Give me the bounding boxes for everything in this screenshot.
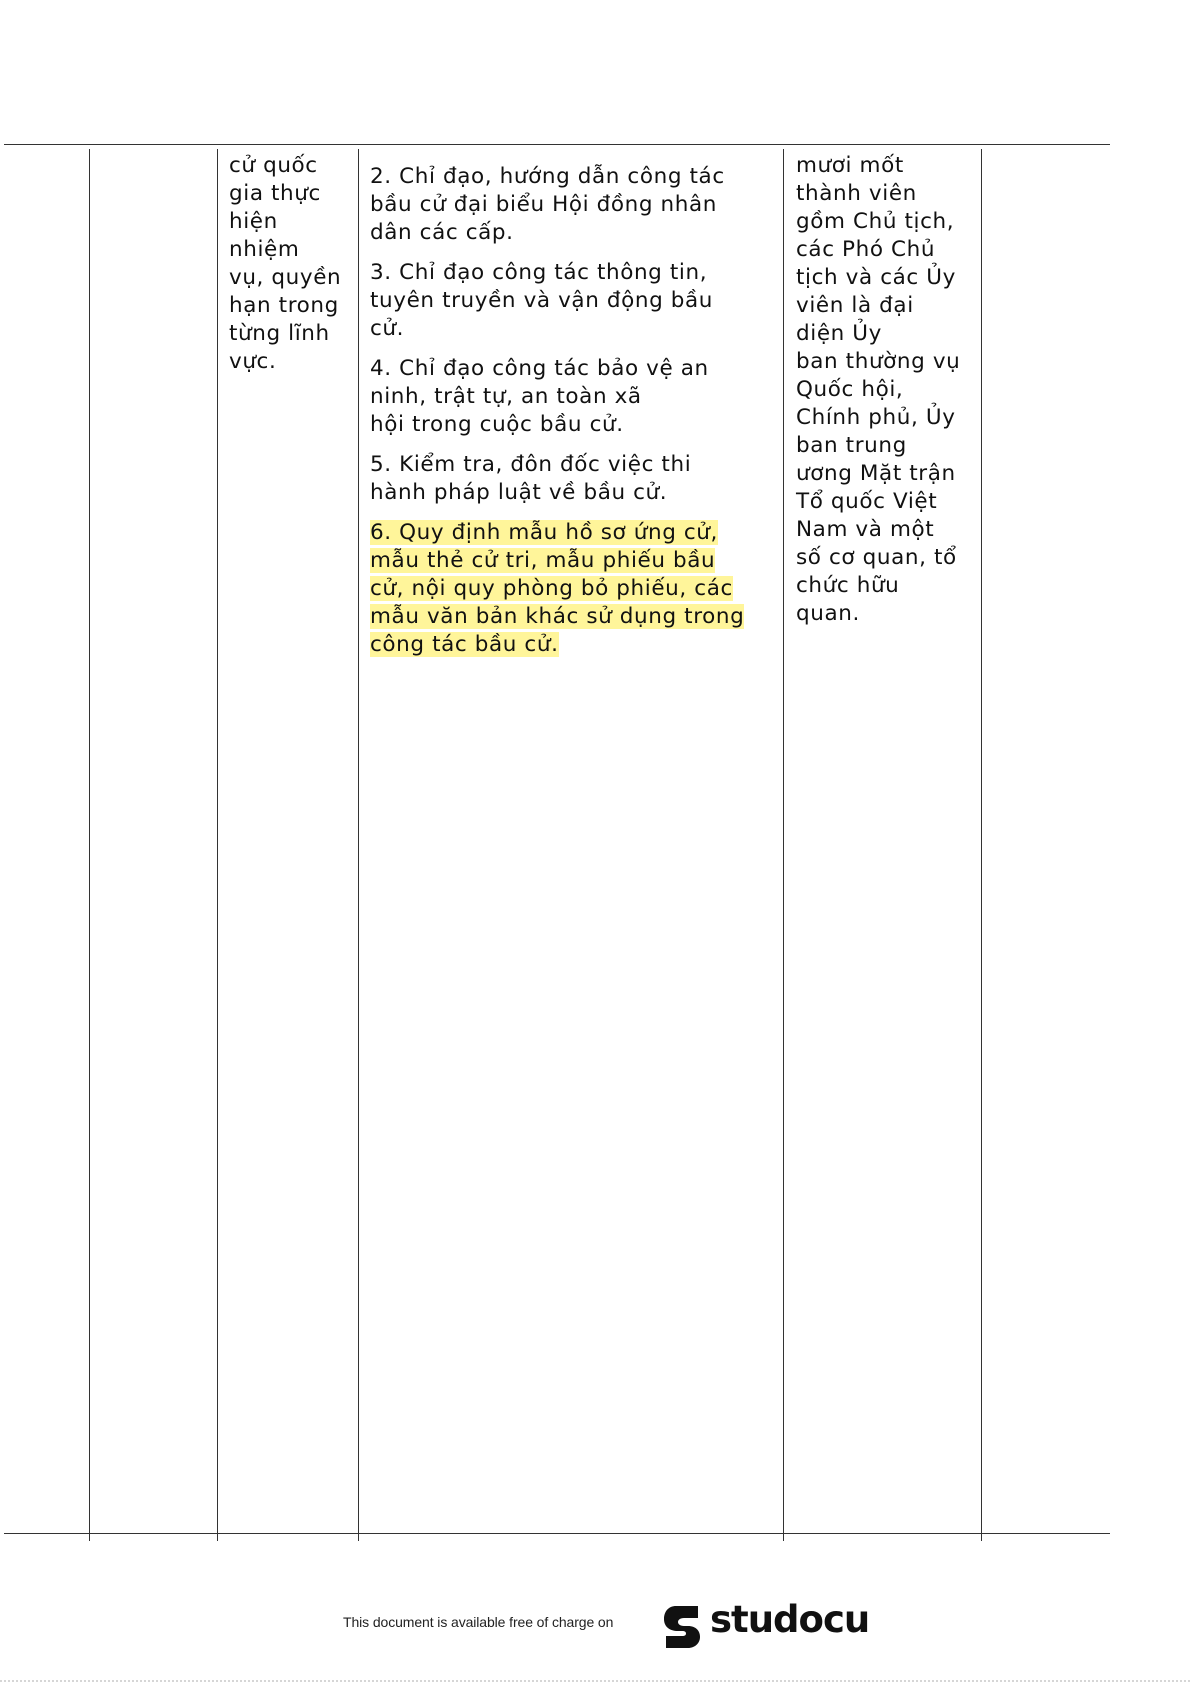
col4-line: ninh, trật tự, an toàn xã (370, 384, 642, 409)
table-cell-col4 (370, 163, 782, 671)
highlight-span: 6. Quy định mẫu hồ sơ ứng cử, (370, 520, 718, 545)
col5-line: tịch và các Ủy (796, 265, 956, 290)
col4-line: bầu cử đại biểu Hội đồng nhân (370, 192, 717, 217)
studocu-logo-text[interactable]: studocu (710, 1598, 870, 1641)
list-item-2 (370, 163, 782, 247)
col4-line: 3. Chỉ đạo công tác thông tin, (370, 260, 708, 285)
list-item-4 (370, 355, 782, 439)
column-divider-2 (217, 149, 218, 1541)
col5-line: Nam và một (796, 517, 935, 542)
col4-line: hành pháp luật về bầu cử. (370, 480, 668, 505)
col3-line: vực. (229, 349, 277, 374)
col5-line: gồm Chủ tịch, (796, 209, 955, 234)
highlight-span: công tác bầu cử. (370, 632, 559, 657)
col3-line: hiện (229, 209, 278, 234)
col3-line: vụ, quyền (229, 265, 342, 290)
col3-line: cử quốc (229, 153, 318, 178)
col4-line (370, 631, 782, 659)
col3-line: từng lĩnh (229, 321, 330, 346)
col5-line: thành viên (796, 181, 917, 206)
col5-line: Tổ quốc Việt (796, 489, 938, 514)
studocu-logo-icon[interactable] (658, 1602, 706, 1650)
col5-line: diện Ủy (796, 321, 882, 346)
col5-line: các Phó Chủ (796, 237, 936, 262)
col4-line (370, 603, 782, 631)
page-bottom-edge (0, 1680, 1191, 1682)
col5-line: quan. (796, 601, 860, 626)
highlight-span: cử, nội quy phòng bỏ phiếu, các (370, 576, 733, 601)
col4-line: 2. Chỉ đạo, hướng dẫn công tác (370, 164, 725, 189)
col4-line (370, 519, 782, 547)
col3-line: nhiệm (229, 237, 300, 262)
col5-line: viên là đại (796, 293, 914, 318)
list-item-5 (370, 451, 782, 507)
list-item-3 (370, 259, 782, 343)
highlight-span: mẫu thẻ cử tri, mẫu phiếu bầu (370, 548, 716, 573)
table-cell-col3 (229, 152, 355, 376)
col5-line: ban thường vụ (796, 349, 961, 374)
table-cell-col5 (796, 152, 981, 628)
col5-line: mươi mốt (796, 153, 904, 178)
col4-line (370, 575, 782, 603)
col5-line: ương Mặt trận (796, 461, 956, 486)
col4-line: dân các cấp. (370, 220, 514, 245)
col5-line: chức hữu (796, 573, 900, 598)
column-divider-3 (358, 149, 359, 1541)
column-divider-1 (89, 149, 90, 1541)
list-item-6-highlighted (370, 519, 782, 659)
col4-line: tuyên truyền và vận động bầu (370, 288, 714, 313)
col4-line: 4. Chỉ đạo công tác bảo vệ an (370, 356, 709, 381)
col4-line: cử. (370, 316, 405, 341)
footer-availability-text: This document is available free of charge on (343, 1614, 614, 1630)
col3-line: hạn trong (229, 293, 339, 318)
col5-line: số cơ quan, tổ (796, 545, 957, 570)
column-divider-4 (783, 149, 784, 1541)
table-top-border (4, 144, 1110, 145)
col4-line: 5. Kiểm tra, đôn đốc việc thi (370, 452, 692, 477)
col5-line: ban trung (796, 433, 907, 458)
col5-line: Quốc hội, (796, 377, 904, 402)
col4-line: hội trong cuộc bầu cử. (370, 412, 624, 437)
col5-line: Chính phủ, Ủy (796, 405, 956, 430)
highlight-span: mẫu văn bản khác sử dụng trong (370, 604, 745, 629)
col3-line: gia thực (229, 181, 321, 206)
col4-line (370, 547, 782, 575)
column-divider-5 (981, 149, 982, 1541)
table-bottom-border (4, 1533, 1110, 1534)
